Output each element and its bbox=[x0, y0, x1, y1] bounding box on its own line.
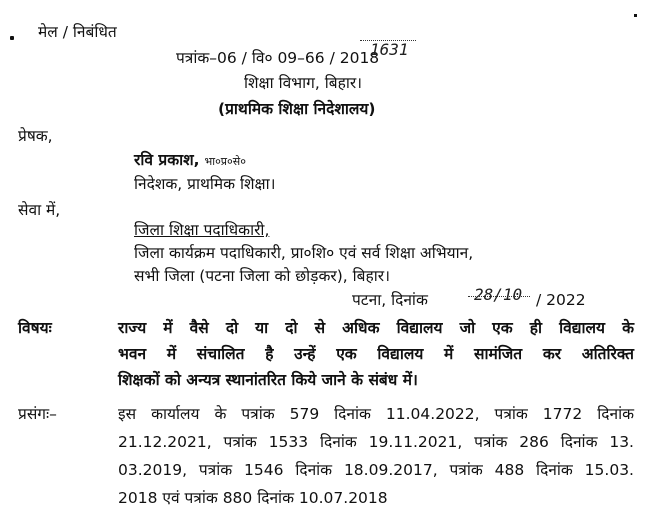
recipient-line-1: जिला शिक्षा पदाधिकारी, bbox=[134, 221, 270, 239]
letter-reference bbox=[176, 48, 379, 68]
subject-label: विषयः bbox=[18, 319, 52, 337]
reference-prefix: पत्रांक–06 / वि० 09–66 / 2018 bbox=[176, 49, 380, 67]
date-prefix: पटना, दिनांक bbox=[352, 291, 428, 309]
date-handwritten: 28/10 bbox=[474, 285, 523, 304]
reference-number-handwritten: 1631 bbox=[370, 40, 409, 59]
subject-line-2: भवन में संचालित है उन्हें एक विद्यालय में सामंजित कर अतिरिक्त bbox=[118, 345, 634, 363]
recipient-label: सेवा में, bbox=[18, 201, 61, 219]
sender-label: प्रेषक, bbox=[18, 127, 53, 145]
department-name: शिक्षा विभाग, बिहार। bbox=[244, 74, 363, 92]
sender-name: रवि प्रकाश, bbox=[134, 151, 200, 169]
directorate-name: (प्राथमिक शिक्षा निदेशालय) bbox=[218, 100, 376, 118]
sender-service: भा०प्र०से० bbox=[204, 155, 246, 168]
reference-label: प्रसंगः– bbox=[18, 405, 57, 423]
recipient-line-3: सभी जिला (पटना जिला को छोड़कर), बिहार। bbox=[134, 267, 390, 285]
reference-line-4: 2018 एवं पत्रांक 880 दिनांक 10.07.2018 bbox=[118, 489, 388, 507]
sender-designation: निदेशक, प्राथमिक शिक्षा। bbox=[134, 175, 276, 193]
scan-mark bbox=[10, 36, 14, 40]
subject-line-1: राज्य में वैसे दो या दो से अधिक विद्यालय जो एक ही विद्यालय के bbox=[118, 319, 634, 337]
reference-line-2: 21.12.2021, पत्रांक 1533 दिनांक 19.11.2021, पत्रांक 286 दिनांक 13. bbox=[118, 433, 634, 451]
scan-mark bbox=[634, 14, 637, 17]
recipient-line-2: जिला कार्यक्रम पदाधिकारी, प्रा०शि० एवं सर्व शिक्षा अभियान, bbox=[134, 244, 474, 262]
sender-name-line bbox=[134, 150, 246, 172]
dispatch-mode: मेल / निबंधित bbox=[38, 23, 117, 41]
reference-line-3: 03.2019, पत्रांक 1546 दिनांक 18.09.2017, पत्रांक 488 दिनांक 15.03. bbox=[118, 461, 634, 479]
date-suffix: / 2022 bbox=[536, 291, 586, 309]
subject-line-3: शिक्षकों को अन्यत्र स्थानांतरित किये जाने के संबंध में। bbox=[118, 371, 418, 389]
reference-line-1: इस कार्यालय के पत्रांक 579 दिनांक 11.04.2022, पत्रांक 1772 दिनांक bbox=[118, 405, 634, 423]
